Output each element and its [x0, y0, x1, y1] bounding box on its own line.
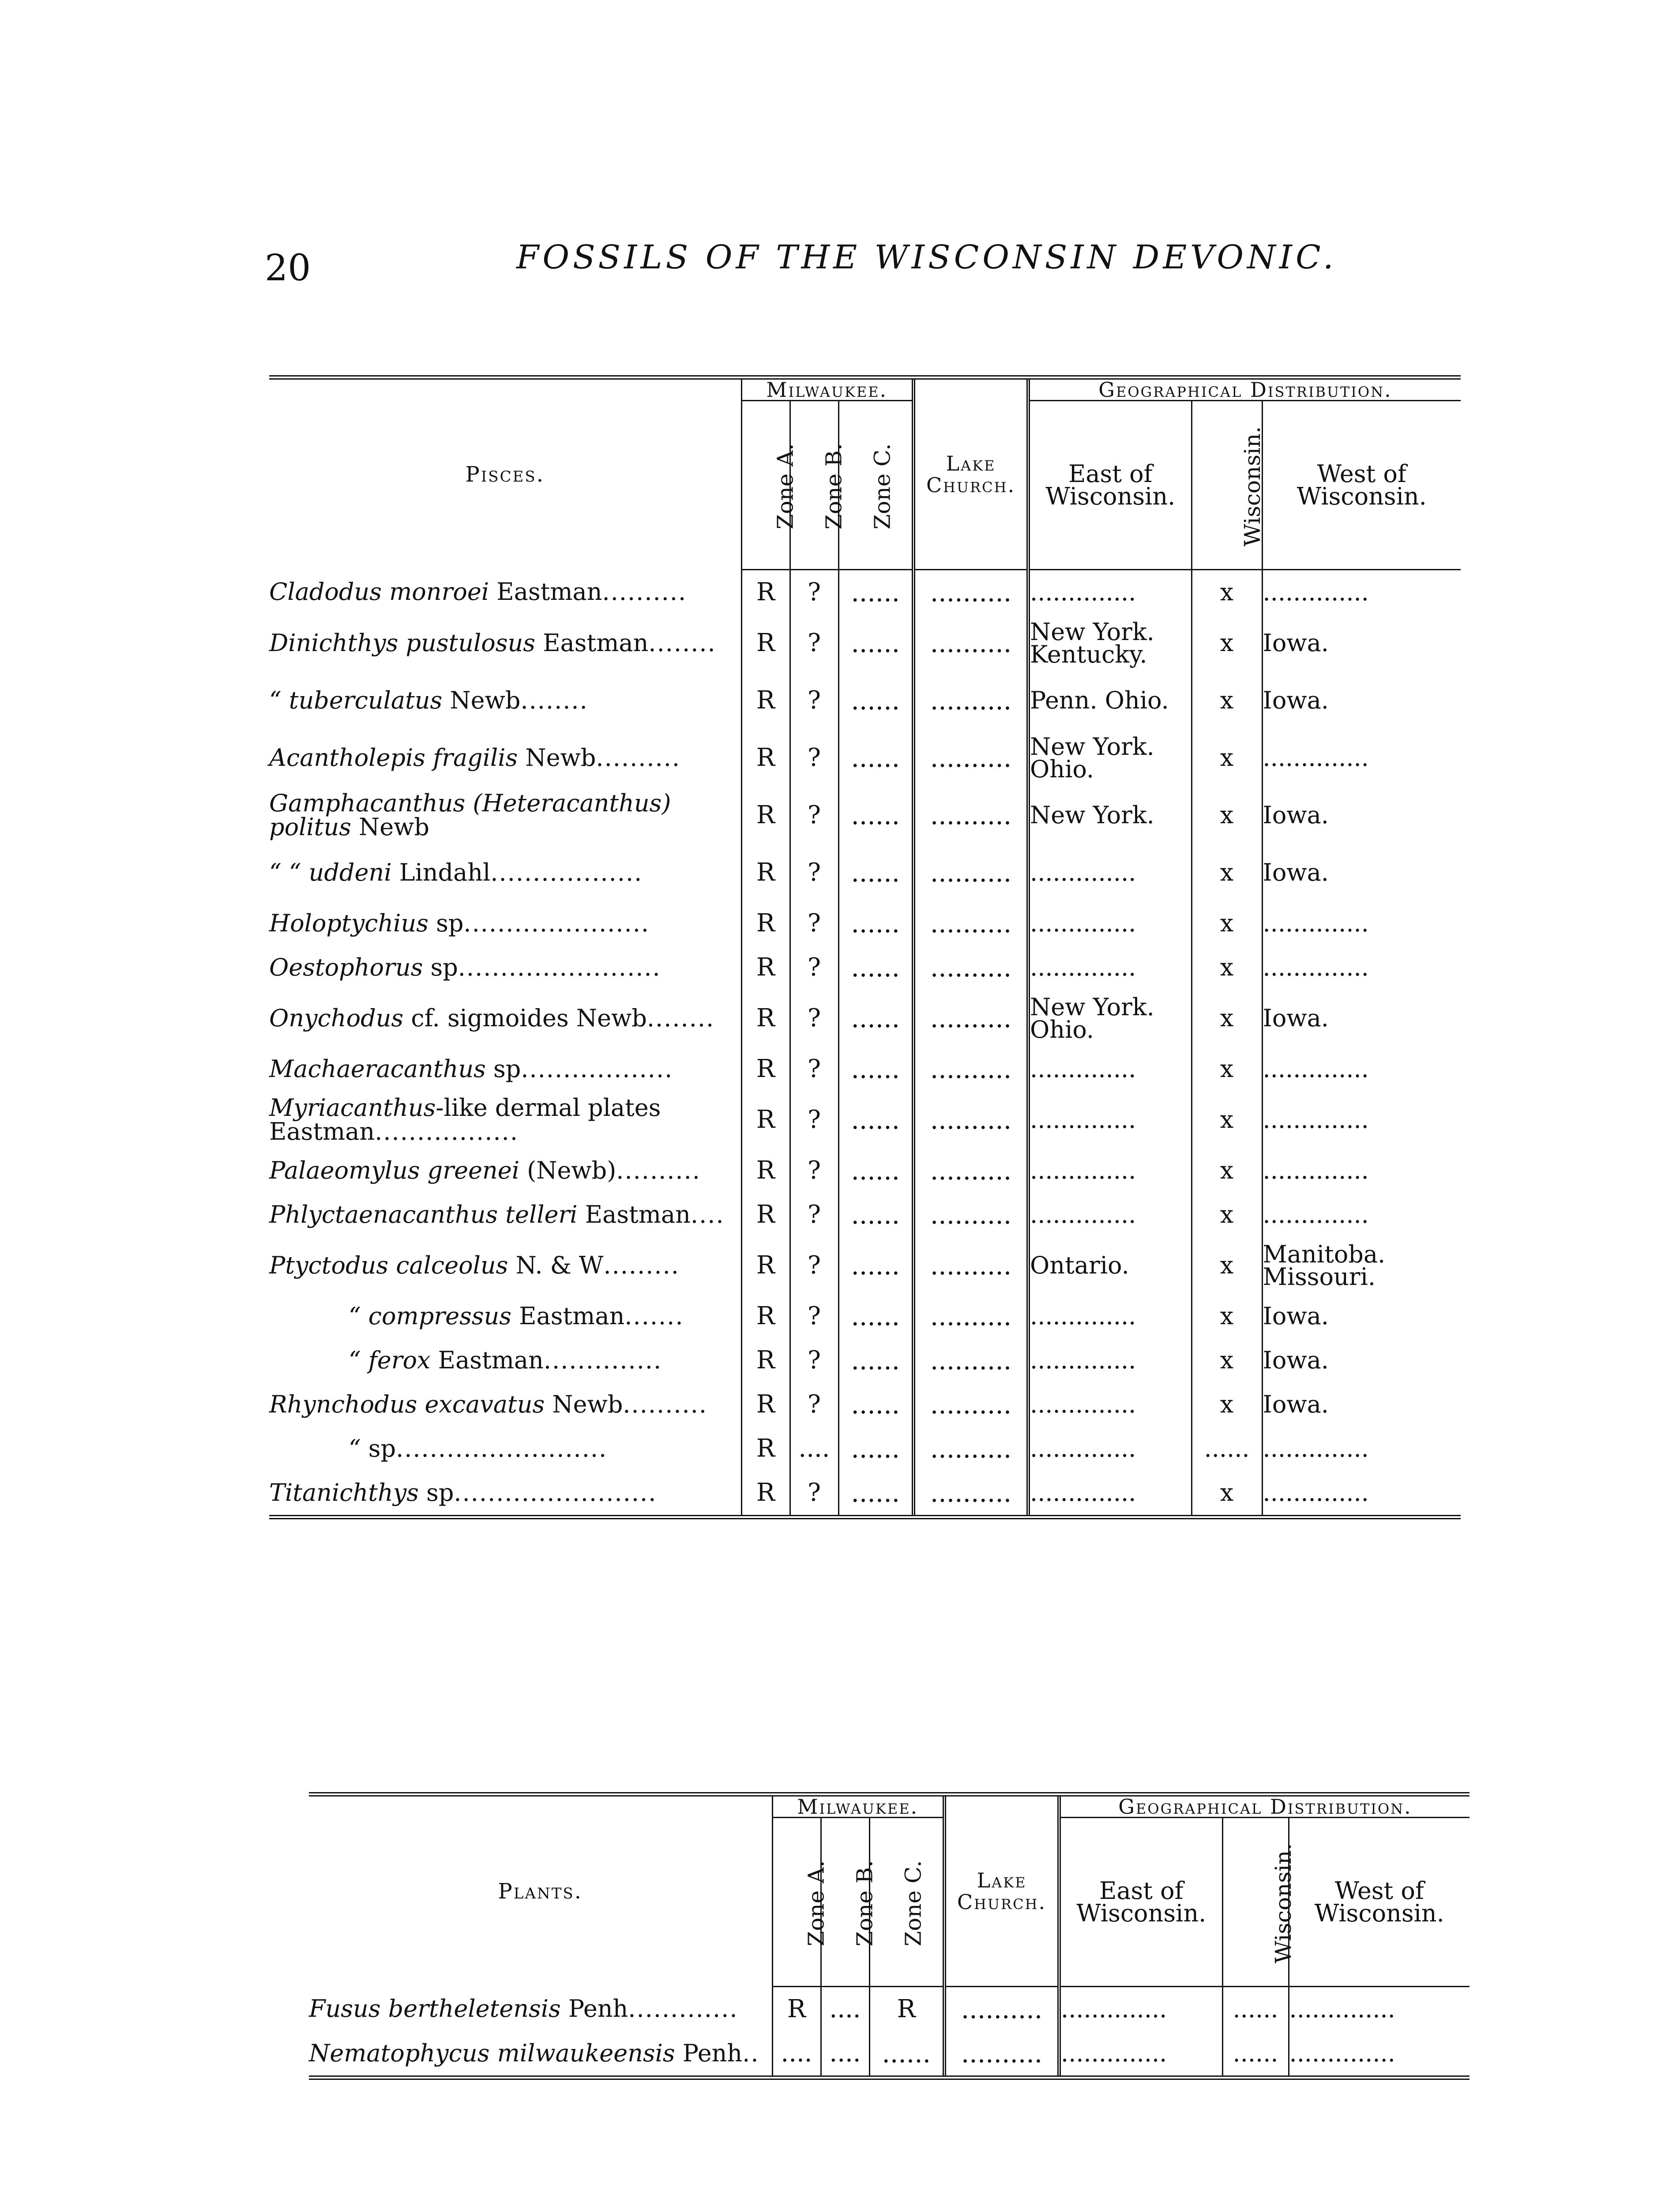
lake-church-cell: ..........: [913, 787, 1028, 844]
zone-c-cell: R: [869, 1987, 944, 2032]
wisconsin-cell: x: [1191, 787, 1262, 844]
west-cell: ..............: [1262, 570, 1461, 615]
zone-a-cell: R: [741, 672, 790, 729]
zone-b-cell: ?: [790, 1294, 838, 1338]
zone-b-cell: ?: [790, 672, 838, 729]
zone-b-heading: Zone B.: [821, 1818, 869, 1987]
zone-c-cell: ......: [838, 1237, 913, 1294]
west-cell: Iowa.: [1262, 990, 1461, 1047]
species-name: “ sp.........................: [349, 1435, 608, 1462]
west-cell: Iowa.: [1262, 1382, 1461, 1427]
lake-church-heading: Lake Church.: [913, 377, 1028, 570]
zone-c-cell: ......: [869, 2031, 944, 2078]
geo-distribution-heading: Geographical Distribution.: [1028, 377, 1461, 401]
wisconsin-cell: x: [1191, 570, 1262, 615]
wisconsin-cell: x: [1191, 672, 1262, 729]
zone-b-cell: ....: [821, 2031, 869, 2078]
lake-church-cell: ..........: [913, 990, 1028, 1047]
lake-church-heading: Lake Church.: [944, 1794, 1059, 1987]
wisconsin-cell: x: [1191, 844, 1262, 901]
zone-a-cell: R: [741, 729, 790, 787]
zone-c-cell: ......: [838, 570, 913, 615]
zone-a-cell: R: [741, 901, 790, 945]
east-cell: ..............: [1028, 844, 1191, 901]
west-cell: ..............: [1289, 2031, 1470, 2078]
zone-c-cell: ......: [838, 844, 913, 901]
wisconsin-cell: ......: [1222, 1987, 1289, 2032]
plants-table: [309, 1792, 1470, 2080]
zone-b-cell: ?: [790, 1382, 838, 1427]
zone-a-heading: Zone A.: [741, 401, 790, 570]
zone-b-cell: ?: [790, 614, 838, 672]
zone-b-cell: ?: [790, 945, 838, 990]
zone-c-cell: ......: [838, 1091, 913, 1149]
lake-church-cell: ..........: [913, 729, 1028, 787]
zone-c-cell: ......: [838, 1427, 913, 1471]
milwaukee-heading: Milwaukee.: [772, 1794, 944, 1818]
table-row: [269, 1294, 1461, 1338]
zone-b-cell: ?: [790, 1471, 838, 1517]
east-cell: ..............: [1028, 570, 1191, 615]
lake-church-cell: ..........: [913, 1237, 1028, 1294]
east-cell: ..............: [1059, 1987, 1222, 2032]
lake-church-cell: ..........: [913, 1338, 1028, 1382]
zone-a-cell: R: [741, 945, 790, 990]
zone-b-cell: ?: [790, 570, 838, 615]
lake-church-cell: ..........: [913, 844, 1028, 901]
west-cell: ..............: [1262, 1091, 1461, 1149]
east-cell: ..............: [1028, 1471, 1191, 1517]
lake-church-cell: ..........: [913, 1382, 1028, 1427]
species-name: Nematophycus milwaukeensis Penh..: [309, 2039, 759, 2067]
zone-a-cell: R: [741, 1338, 790, 1382]
species-name: “ tuberculatus Newb........: [269, 686, 588, 714]
table-row: [269, 990, 1461, 1047]
wisconsin-cell: x: [1191, 901, 1262, 945]
zone-c-cell: ......: [838, 614, 913, 672]
zone-c-cell: ......: [838, 1193, 913, 1237]
table-row: [269, 729, 1461, 787]
zone-c-cell: ......: [838, 1047, 913, 1091]
species-name: “ “ uddeni Lindahl..................: [269, 859, 643, 886]
east-cell: ..............: [1028, 945, 1191, 990]
table-row: [269, 844, 1461, 901]
zone-c-cell: ......: [838, 990, 913, 1047]
west-heading: West of Wisconsin.: [1289, 1818, 1470, 1987]
zone-a-cell: R: [741, 844, 790, 901]
wisconsin-cell: x: [1191, 1091, 1262, 1149]
west-cell: Iowa.: [1262, 1294, 1461, 1338]
zone-a-cell: R: [741, 1047, 790, 1091]
east-heading: East of Wisconsin.: [1028, 401, 1191, 570]
table-row: [309, 1987, 1470, 2032]
table-row: [269, 901, 1461, 945]
species-name: Holoptychius sp......................: [269, 909, 650, 937]
lake-church-cell: ..........: [913, 1149, 1028, 1193]
zone-c-cell: ......: [838, 1149, 913, 1193]
east-cell: ..............: [1028, 1338, 1191, 1382]
species-name: Onychodus cf. sigmoides Newb........: [269, 1004, 715, 1032]
wisconsin-cell: x: [1191, 1149, 1262, 1193]
wisconsin-cell: x: [1191, 1471, 1262, 1517]
zone-b-cell: ....: [821, 1987, 869, 2032]
wisconsin-cell: ......: [1222, 2031, 1289, 2078]
west-cell: Iowa.: [1262, 672, 1461, 729]
species-name: Acantholepis fragilis Newb..........: [269, 744, 681, 772]
zone-b-cell: ?: [790, 901, 838, 945]
east-cell: ..............: [1028, 1382, 1191, 1427]
zone-a-heading: Zone A.: [772, 1818, 821, 1987]
table-row: [269, 570, 1461, 615]
west-cell: ..............: [1262, 901, 1461, 945]
zone-a-cell: R: [741, 1091, 790, 1149]
west-cell: Iowa.: [1262, 614, 1461, 672]
east-cell: Ontario.: [1028, 1237, 1191, 1294]
west-cell: Iowa.: [1262, 787, 1461, 844]
lake-church-cell: ..........: [944, 1987, 1059, 2032]
lake-church-cell: ..........: [913, 1427, 1028, 1471]
west-heading: West of Wisconsin.: [1262, 401, 1461, 570]
lake-church-cell: ..........: [913, 672, 1028, 729]
zone-c-cell: ......: [838, 729, 913, 787]
lake-church-cell: ..........: [913, 570, 1028, 615]
zone-b-cell: ?: [790, 1338, 838, 1382]
wisconsin-heading: Wisconsin.: [1191, 401, 1262, 570]
lake-church-cell: ..........: [913, 901, 1028, 945]
west-cell: ..............: [1262, 1149, 1461, 1193]
east-cell: ..............: [1028, 901, 1191, 945]
species-name: Palaeomylus greenei (Newb)..........: [269, 1156, 701, 1184]
species-name: Oestophorus sp........................: [269, 953, 661, 981]
zone-a-cell: R: [741, 570, 790, 615]
zone-c-cell: ......: [838, 901, 913, 945]
zone-a-cell: R: [741, 1427, 790, 1471]
zone-b-cell: ?: [790, 1149, 838, 1193]
species-name: Fusus bertheletensis Penh.............: [309, 1995, 738, 2023]
zone-b-cell: ....: [790, 1427, 838, 1471]
east-heading: East of Wisconsin.: [1059, 1818, 1222, 1987]
running-title: FOSSILS OF THE WISCONSIN DEVONIC.: [516, 238, 1337, 276]
zone-b-cell: ?: [790, 1193, 838, 1237]
zone-a-cell: R: [741, 1237, 790, 1294]
lake-church-cell: ..........: [913, 1193, 1028, 1237]
lake-church-cell: ..........: [944, 2031, 1059, 2078]
zone-b-cell: ?: [790, 729, 838, 787]
wisconsin-cell: x: [1191, 1237, 1262, 1294]
zone-a-cell: R: [741, 787, 790, 844]
lake-church-cell: ..........: [913, 1294, 1028, 1338]
east-cell: New York.: [1028, 787, 1191, 844]
east-cell: ..............: [1028, 1047, 1191, 1091]
species-name: Cladodus monroei Eastman..........: [269, 578, 687, 606]
east-cell: ..............: [1028, 1427, 1191, 1471]
section-heading: Pisces.: [465, 462, 545, 487]
zone-b-cell: ?: [790, 1237, 838, 1294]
zone-a-cell: R: [772, 1987, 821, 2032]
table-row: [269, 1091, 1461, 1149]
table-row: [269, 614, 1461, 672]
wisconsin-cell: x: [1191, 1382, 1262, 1427]
wisconsin-heading: Wisconsin.: [1222, 1818, 1289, 1987]
zone-b-cell: ?: [790, 1091, 838, 1149]
wisconsin-cell: x: [1191, 729, 1262, 787]
east-cell: New York. Ohio.: [1028, 729, 1191, 787]
table-row: [269, 1471, 1461, 1517]
milwaukee-heading: Milwaukee.: [741, 377, 913, 401]
wisconsin-cell: x: [1191, 1047, 1262, 1091]
table-row: [269, 1427, 1461, 1471]
zone-a-cell: R: [741, 1471, 790, 1517]
zone-b-cell: ?: [790, 844, 838, 901]
species-name: Titanichthys sp........................: [269, 1479, 657, 1506]
wisconsin-cell: x: [1191, 614, 1262, 672]
species-name: Myriacanthus-like dermal plates Eastman.................: [269, 1094, 661, 1145]
zone-a-cell: R: [741, 990, 790, 1047]
lake-church-cell: ..........: [913, 614, 1028, 672]
west-cell: Iowa.: [1262, 844, 1461, 901]
west-cell: Manitoba. Missouri.: [1262, 1237, 1461, 1294]
zone-a-cell: R: [741, 614, 790, 672]
zone-a-cell: ....: [772, 2031, 821, 2078]
west-cell: ..............: [1289, 1987, 1470, 2032]
lake-church-cell: ..........: [913, 1471, 1028, 1517]
wisconsin-cell: x: [1191, 945, 1262, 990]
west-cell: ..............: [1262, 1427, 1461, 1471]
wisconsin-cell: x: [1191, 1294, 1262, 1338]
zone-c-cell: ......: [838, 1338, 913, 1382]
east-cell: ..............: [1059, 2031, 1222, 2078]
table-row: [269, 1149, 1461, 1193]
east-cell: ..............: [1028, 1193, 1191, 1237]
species-name: “ ferox Eastman..............: [349, 1346, 662, 1374]
wisconsin-cell: x: [1191, 990, 1262, 1047]
zone-c-cell: ......: [838, 1471, 913, 1517]
zone-a-cell: R: [741, 1149, 790, 1193]
page-header: [265, 238, 1456, 300]
zone-c-cell: ......: [838, 945, 913, 990]
table-row: [269, 945, 1461, 990]
east-cell: New York. Ohio.: [1028, 990, 1191, 1047]
species-name: Dinichthys pustulosus Eastman........: [269, 629, 716, 657]
zone-c-cell: ......: [838, 1294, 913, 1338]
west-cell: ..............: [1262, 1471, 1461, 1517]
east-cell: ..............: [1028, 1091, 1191, 1149]
zone-c-cell: ......: [838, 1382, 913, 1427]
lake-church-cell: ..........: [913, 1047, 1028, 1091]
table-row: [269, 1047, 1461, 1091]
table-row: [269, 672, 1461, 729]
species-name: Gamphacanthus (Heteracanthus) politus Newb: [269, 789, 671, 841]
species-name: Ptyctodus calceolus N. & W.........: [269, 1251, 680, 1279]
pisces-table: [269, 375, 1461, 1519]
table-row: [269, 1237, 1461, 1294]
table-row: [269, 1338, 1461, 1382]
page-number: 20: [265, 247, 311, 289]
table-row: [269, 1193, 1461, 1237]
west-cell: ..............: [1262, 1193, 1461, 1237]
west-cell: ..............: [1262, 729, 1461, 787]
zone-c-cell: ......: [838, 787, 913, 844]
table-row: [269, 787, 1461, 844]
species-name: Rhynchodus excavatus Newb..........: [269, 1390, 708, 1418]
wisconsin-cell: x: [1191, 1338, 1262, 1382]
east-cell: ..............: [1028, 1294, 1191, 1338]
west-cell: ..............: [1262, 1047, 1461, 1091]
table-row: [269, 1382, 1461, 1427]
zone-b-cell: ?: [790, 990, 838, 1047]
zone-b-cell: ?: [790, 787, 838, 844]
east-cell: ..............: [1028, 1149, 1191, 1193]
zone-b-heading: Zone B.: [790, 401, 838, 570]
zone-b-cell: ?: [790, 1047, 838, 1091]
zone-c-heading: Zone C.: [869, 1818, 944, 1987]
wisconsin-cell: ......: [1191, 1427, 1262, 1471]
geo-distribution-heading: Geographical Distribution.: [1059, 1794, 1470, 1818]
east-cell: New York. Kentucky.: [1028, 614, 1191, 672]
zone-a-cell: R: [741, 1382, 790, 1427]
species-name: Machaeracanthus sp..................: [269, 1055, 673, 1083]
zone-c-cell: ......: [838, 672, 913, 729]
west-cell: ..............: [1262, 945, 1461, 990]
species-name: “ compressus Eastman.......: [349, 1302, 684, 1330]
lake-church-cell: ..........: [913, 1091, 1028, 1149]
species-name: Phlyctaenacanthus telleri Eastman....: [269, 1201, 725, 1228]
section-heading: Plants.: [498, 1879, 583, 1904]
zone-c-heading: Zone C.: [838, 401, 913, 570]
zone-a-cell: R: [741, 1193, 790, 1237]
zone-a-cell: R: [741, 1294, 790, 1338]
lake-church-cell: ..........: [913, 945, 1028, 990]
west-cell: Iowa.: [1262, 1338, 1461, 1382]
east-cell: Penn. Ohio.: [1028, 672, 1191, 729]
wisconsin-cell: x: [1191, 1193, 1262, 1237]
table-row: [309, 2031, 1470, 2078]
